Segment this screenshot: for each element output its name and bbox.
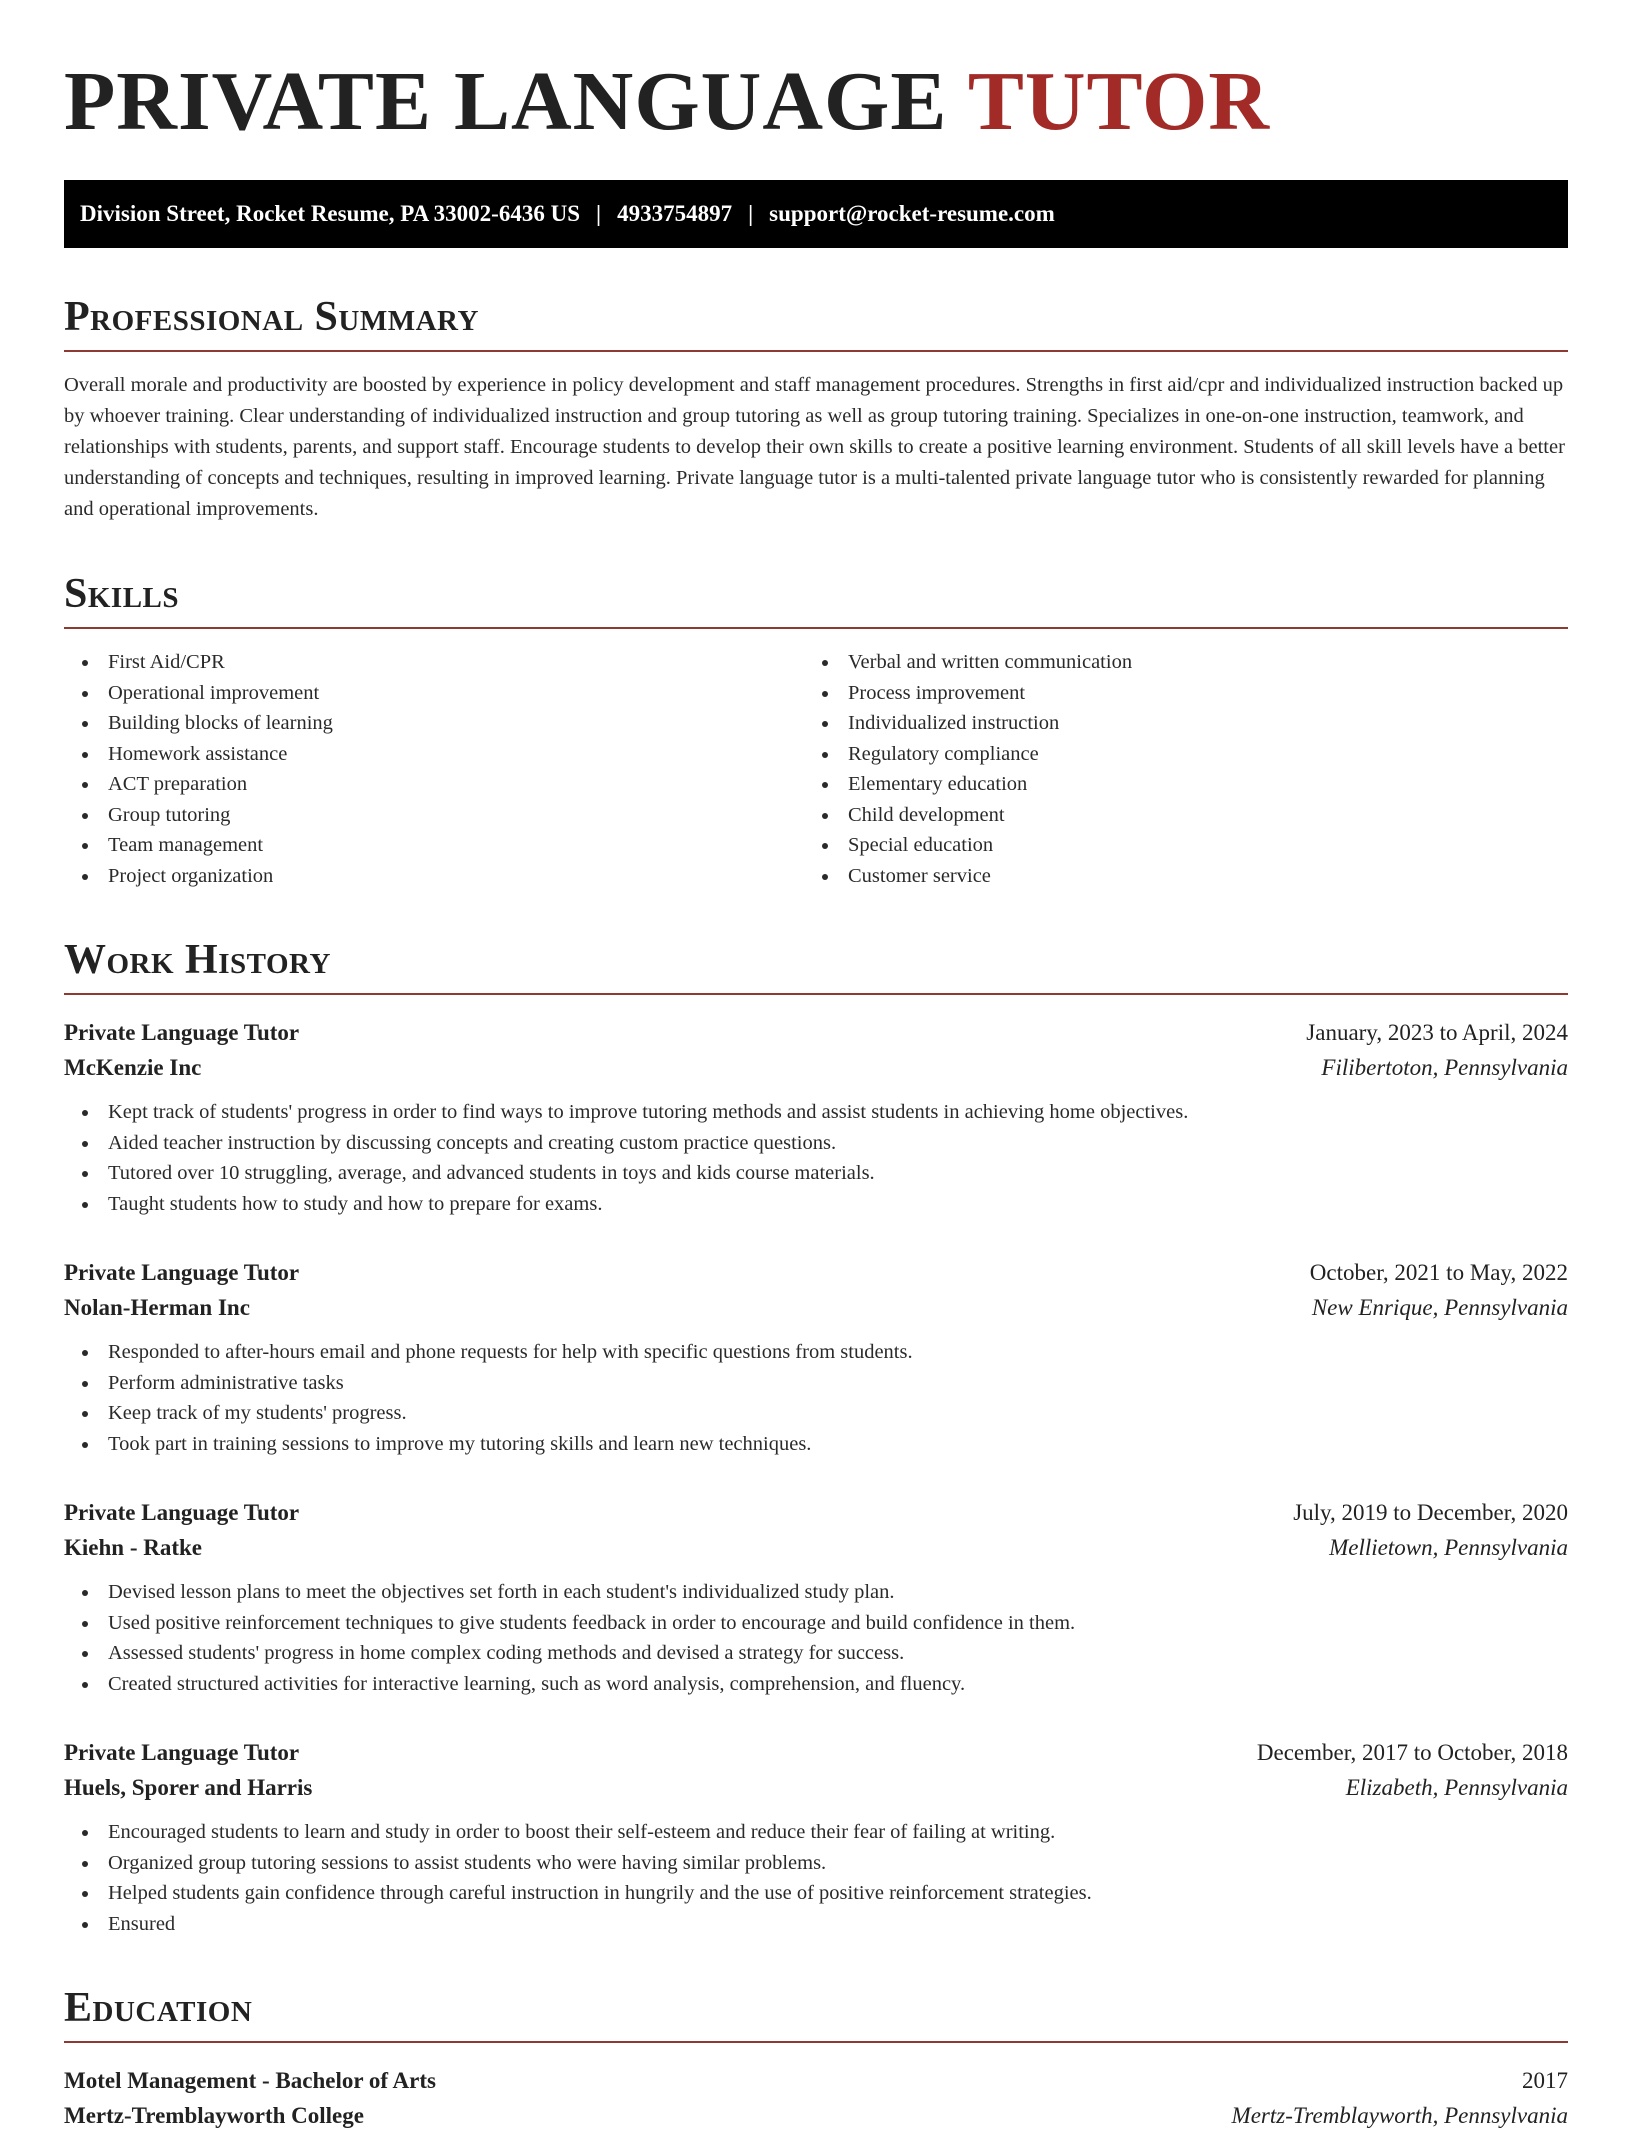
education-school: Mertz-Tremblayworth College bbox=[64, 2103, 364, 2128]
skill-item: Verbal and written communication bbox=[804, 647, 1544, 678]
contact-bar bbox=[64, 180, 1568, 248]
skill-item: Group tutoring bbox=[64, 800, 804, 831]
contact-email[interactable]: support@rocket-resume.com bbox=[769, 201, 1055, 226]
job-duties bbox=[64, 1337, 1568, 1459]
job-company-row bbox=[64, 1530, 1568, 1565]
skill-item: Special education bbox=[804, 830, 1544, 861]
job-entry bbox=[64, 1495, 1568, 1699]
job-company-row bbox=[64, 1290, 1568, 1325]
job-location: New Enrique, Pennsylvania bbox=[1311, 1295, 1568, 1320]
job-location: Mellietown, Pennsylvania bbox=[1329, 1535, 1568, 1560]
job-dates: December, 2017 to October, 2018 bbox=[1256, 1740, 1568, 1765]
title-accent: TUTOR bbox=[967, 55, 1271, 148]
education-heading: Education bbox=[64, 1987, 1568, 2043]
job-duties bbox=[64, 1097, 1568, 1219]
skills-list-left bbox=[64, 647, 804, 891]
job-company: Kiehn - Ratke bbox=[64, 1535, 202, 1560]
job-title: Private Language Tutor bbox=[64, 1500, 300, 1525]
duty-item: Helped students gain confidence through careful instruction in hungrily and the use of positive reinforcement strategies. bbox=[64, 1878, 1568, 1909]
duty-item: Encouraged students to learn and study in order to boost their self-esteem and reduce their fear of failing at writing. bbox=[64, 1817, 1568, 1848]
skills-list-right bbox=[804, 647, 1544, 891]
skill-item: Child development bbox=[804, 800, 1544, 831]
job-duties bbox=[64, 1817, 1568, 1939]
job-location: Elizabeth, Pennsylvania bbox=[1345, 1775, 1568, 1800]
duty-item: Devised lesson plans to meet the objectives set forth in each student's individualized study plan. bbox=[64, 1577, 1568, 1608]
skill-item: Individualized instruction bbox=[804, 708, 1544, 739]
skill-item: Project organization bbox=[64, 861, 804, 892]
job-title: Private Language Tutor bbox=[64, 1740, 300, 1765]
skills-columns bbox=[64, 647, 1568, 891]
job-company: McKenzie Inc bbox=[64, 1055, 202, 1080]
duty-item: Created structured activities for interactive learning, such as word analysis, comprehension, and fluency. bbox=[64, 1669, 1568, 1700]
education-entry bbox=[64, 2063, 1568, 2133]
skill-item: Operational improvement bbox=[64, 678, 804, 709]
duty-item: Perform administrative tasks bbox=[64, 1368, 1568, 1399]
skill-item: Homework assistance bbox=[64, 739, 804, 770]
job-title-row bbox=[64, 1015, 1568, 1050]
work-history-section bbox=[64, 939, 1568, 1939]
summary-text: Overall morale and productivity are boosted by experience in policy development and staff management procedures. Strengths in first aid/cpr and individualized instruction backed up by whoever training. Clear understanding of individualized instruction and group tutoring as well as group tutoring training. Specializes in one-on-one instruction, teamwork, and relationships with students, parents, and support staff. Encourage students to develop their own skills to create a positive learning environment. Students of all skill levels have a better understanding of concepts and techniques, resulting in improved learning. Private language tutor is a multi-talented private language tutor who is consistently rewarded for planning and operational improvements. bbox=[64, 374, 1565, 520]
summary-heading: Professional Summary bbox=[64, 296, 1568, 352]
skill-item: Building blocks of learning bbox=[64, 708, 804, 739]
skill-item: Process improvement bbox=[804, 678, 1544, 709]
education-degree: Motel Management - Bachelor of Arts bbox=[64, 2068, 436, 2093]
education-location: Mertz-Tremblayworth, Pennsylvania bbox=[1231, 2103, 1568, 2128]
duty-item: Ensured bbox=[64, 1909, 1568, 1940]
duty-item: Taught students how to study and how to prepare for exams. bbox=[64, 1189, 1568, 1220]
education-section bbox=[64, 1987, 1568, 2133]
education-year: 2017 bbox=[1522, 2068, 1568, 2093]
work-history-heading: Work History bbox=[64, 939, 1568, 995]
duty-item: Took part in training sessions to improve my tutoring skills and learn new techniques. bbox=[64, 1429, 1568, 1460]
skills-section bbox=[64, 573, 1568, 891]
duty-item: Keep track of my students' progress. bbox=[64, 1398, 1568, 1429]
skill-item: Regulatory compliance bbox=[804, 739, 1544, 770]
job-dates: July, 2019 to December, 2020 bbox=[1293, 1500, 1568, 1525]
job-company-row bbox=[64, 1050, 1568, 1085]
job-company-row bbox=[64, 1770, 1568, 1805]
job-dates: January, 2023 to April, 2024 bbox=[1306, 1020, 1568, 1045]
job-entry bbox=[64, 1255, 1568, 1459]
duty-item: Kept track of students' progress in order to find ways to improve tutoring methods and assist students in achieving home objectives. bbox=[64, 1097, 1568, 1128]
resume-title bbox=[64, 55, 1568, 148]
contact-phone[interactable]: 4933754897 bbox=[617, 201, 733, 226]
skill-item: Elementary education bbox=[804, 769, 1544, 800]
duty-item: Assessed students' progress in home complex coding methods and devised a strategy for success. bbox=[64, 1638, 1568, 1669]
job-dates: October, 2021 to May, 2022 bbox=[1309, 1260, 1568, 1285]
skills-heading: Skills bbox=[64, 573, 1568, 629]
education-school-row bbox=[64, 2098, 1568, 2133]
job-location: Filibertoton, Pennsylvania bbox=[1321, 1055, 1568, 1080]
job-title-row bbox=[64, 1735, 1568, 1770]
skill-item: Customer service bbox=[804, 861, 1544, 892]
education-degree-row bbox=[64, 2063, 1568, 2098]
duty-item: Organized group tutoring sessions to assist students who were having similar problems. bbox=[64, 1848, 1568, 1879]
job-company: Nolan-Herman Inc bbox=[64, 1295, 250, 1320]
duty-item: Used positive reinforcement techniques to give students feedback in order to encourage and build confidence in them. bbox=[64, 1608, 1568, 1639]
duty-item: Tutored over 10 struggling, average, and advanced students in toys and kids course materials. bbox=[64, 1158, 1568, 1189]
skill-item: First Aid/CPR bbox=[64, 647, 804, 678]
job-entry bbox=[64, 1015, 1568, 1219]
skill-item: Team management bbox=[64, 830, 804, 861]
job-duties bbox=[64, 1577, 1568, 1699]
job-entry bbox=[64, 1735, 1568, 1939]
duty-item: Responded to after-hours email and phone requests for help with specific questions from students. bbox=[64, 1337, 1568, 1368]
job-title: Private Language Tutor bbox=[64, 1020, 300, 1045]
contact-address: Division Street, Rocket Resume, PA 33002-6436 US bbox=[80, 201, 580, 226]
job-title-row bbox=[64, 1495, 1568, 1530]
job-title: Private Language Tutor bbox=[64, 1260, 300, 1285]
title-main: PRIVATE LANGUAGE bbox=[64, 55, 948, 148]
job-company: Huels, Sporer and Harris bbox=[64, 1775, 313, 1800]
contact-separator: | bbox=[748, 201, 754, 226]
job-title-row bbox=[64, 1255, 1568, 1290]
summary-section bbox=[64, 296, 1568, 525]
contact-separator: | bbox=[596, 201, 602, 226]
skill-item: ACT preparation bbox=[64, 769, 804, 800]
duty-item: Aided teacher instruction by discussing concepts and creating custom practice questions. bbox=[64, 1128, 1568, 1159]
